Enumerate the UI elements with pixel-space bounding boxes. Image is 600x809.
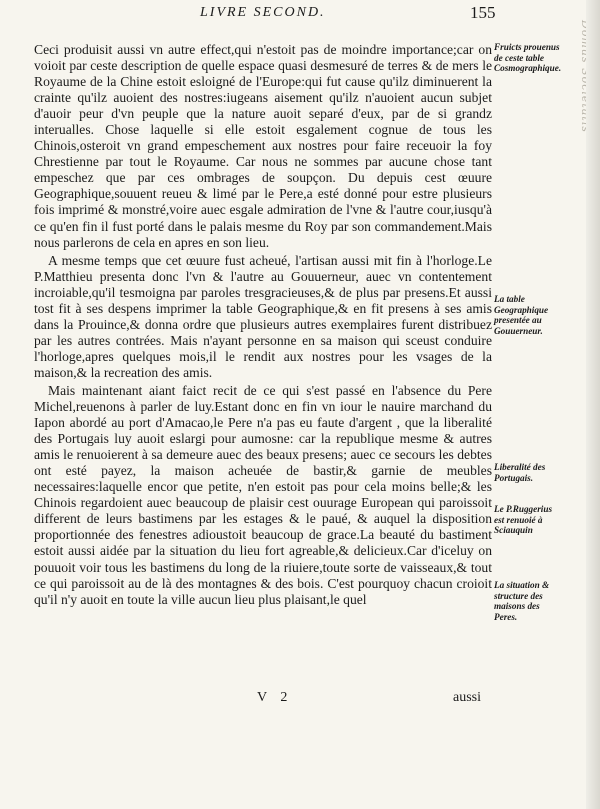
signature-mark: V 2	[257, 690, 293, 705]
page-edge-shadow	[586, 0, 600, 809]
running-head	[0, 3, 600, 25]
page-footer	[0, 690, 600, 720]
margin-note: Liberalité des Portugais.	[494, 462, 546, 483]
margin-note: La situation & structure des maisons des Peres.	[494, 580, 550, 622]
paragraph: Ceci produisit aussi vn autre effect,qui n'estoit pas de moindre importance;car on voioit par ceste description de quelle espace quasi desmesuré de terres & de mers le Royaume de la Chine estoit esloigné de l'Europe:qui fut cause qu'ilz diminuerent la crainte qu'ilz auoient des nostres:iugeans aisement qu'ilz n'auoient aucun subjet d'auoir peur d'vn peuple que la nature auoit separé d'eux, par de si grandz interualles. Chose laquelle si elle estoit esgalement cognue de tous les Chinois,osteroit vn grand empeschement aux nostres pour faire receuoir la foy Chrestienne par tout le Royaume. Car nous ne sommes par aucune chose tant empeschez que par ces ombrages de soupçon. Du depuis cest œuure Geographique,souuent reueu & limé par le Pere,a esté donné pour estre plusieurs fois imprimé & monstré,voire auec esgale admiration de l'vne & l'autre cour,iusqu'à ce qu'en fin il fust porté dans le palais mesme du Roy par son commandement.Mais nous parlerons de cela en apres en son lieu.	[34, 42, 492, 250]
running-title: LIVRE SECOND.	[200, 5, 326, 20]
catchword: aussi	[453, 690, 481, 705]
main-text	[34, 42, 492, 608]
margin-note: Fruicts prouenus de ceste table Cosmographique.	[494, 42, 562, 74]
margin-note: La table Geographique presentée au Gouuerneur.	[494, 294, 549, 336]
page-number: 155	[470, 3, 496, 22]
paragraph: Mais maintenant aiant faict recit de ce qui s'est passé en l'absence du Pere Michel,reuenons à parler de luy.Estant donc en fin vn iour le nauire marchand du Iapon abordé au port d'Amacao,le Pere n'a pas eu faute d'argent , que la liberalité des Portugais luy auoit eslargi pour aumosne: car la republique mesme & autres amis le renuoierent à sa demeure auec des beaux presens; auec ce secours les debtes ont esté payez, la maison acheuée de bastir,& garnie de meubles necessaires:laquelle encor que petite, n'en estoit pas pour cela moins belle;& les Chinois regardoient auec beaucoup de plaisir cest ouurage European qui paroissoit different de leurs bastimens par les estages & le paué, & auquel la disposition proportionnée des fenestres adioustoit beaucoup de grace.La beauté du bastiment estoit aussi aidée par la situation du lieu fort agreable,& delicieux.Car d'iceluy on pouuoit voir tous les bastimens du long de la riuiere,toute sorte de vaisseaux,& tout ce qui paroissoit au de là des montagnes & des bois. C'est pourquoy chacun croioit qu'il n'y auoit en toute la ville aucun lieu plus plaisant,le quel	[34, 382, 492, 607]
paragraph: A mesme temps que cet œuure fust acheué, l'artisan aussi mit fin à l'horloge.Le P.Matthieu presenta donc l'vn & l'autre au Gouuerneur, auec vn contentement incroiable,qu'il tesmoigna par paroles tresgracieuses,& de plus par presens.Et aussi tost fit à ses despens imprimer la table Geographique,& en fit presens à ses amis dans la Prouince,& donna ordre que plusieurs autres exemplaires furent distribuez par les autres contrées. Mais n'ayant personne en sa maison qui sceust conduire l'horloge,apres quelques mois,il le rendit aux nostres pour les vsages de la maison,& la recreation des amis.	[34, 252, 492, 380]
margin-note: Le P.Ruggerius est renuoié à Sciauquin	[494, 504, 553, 536]
